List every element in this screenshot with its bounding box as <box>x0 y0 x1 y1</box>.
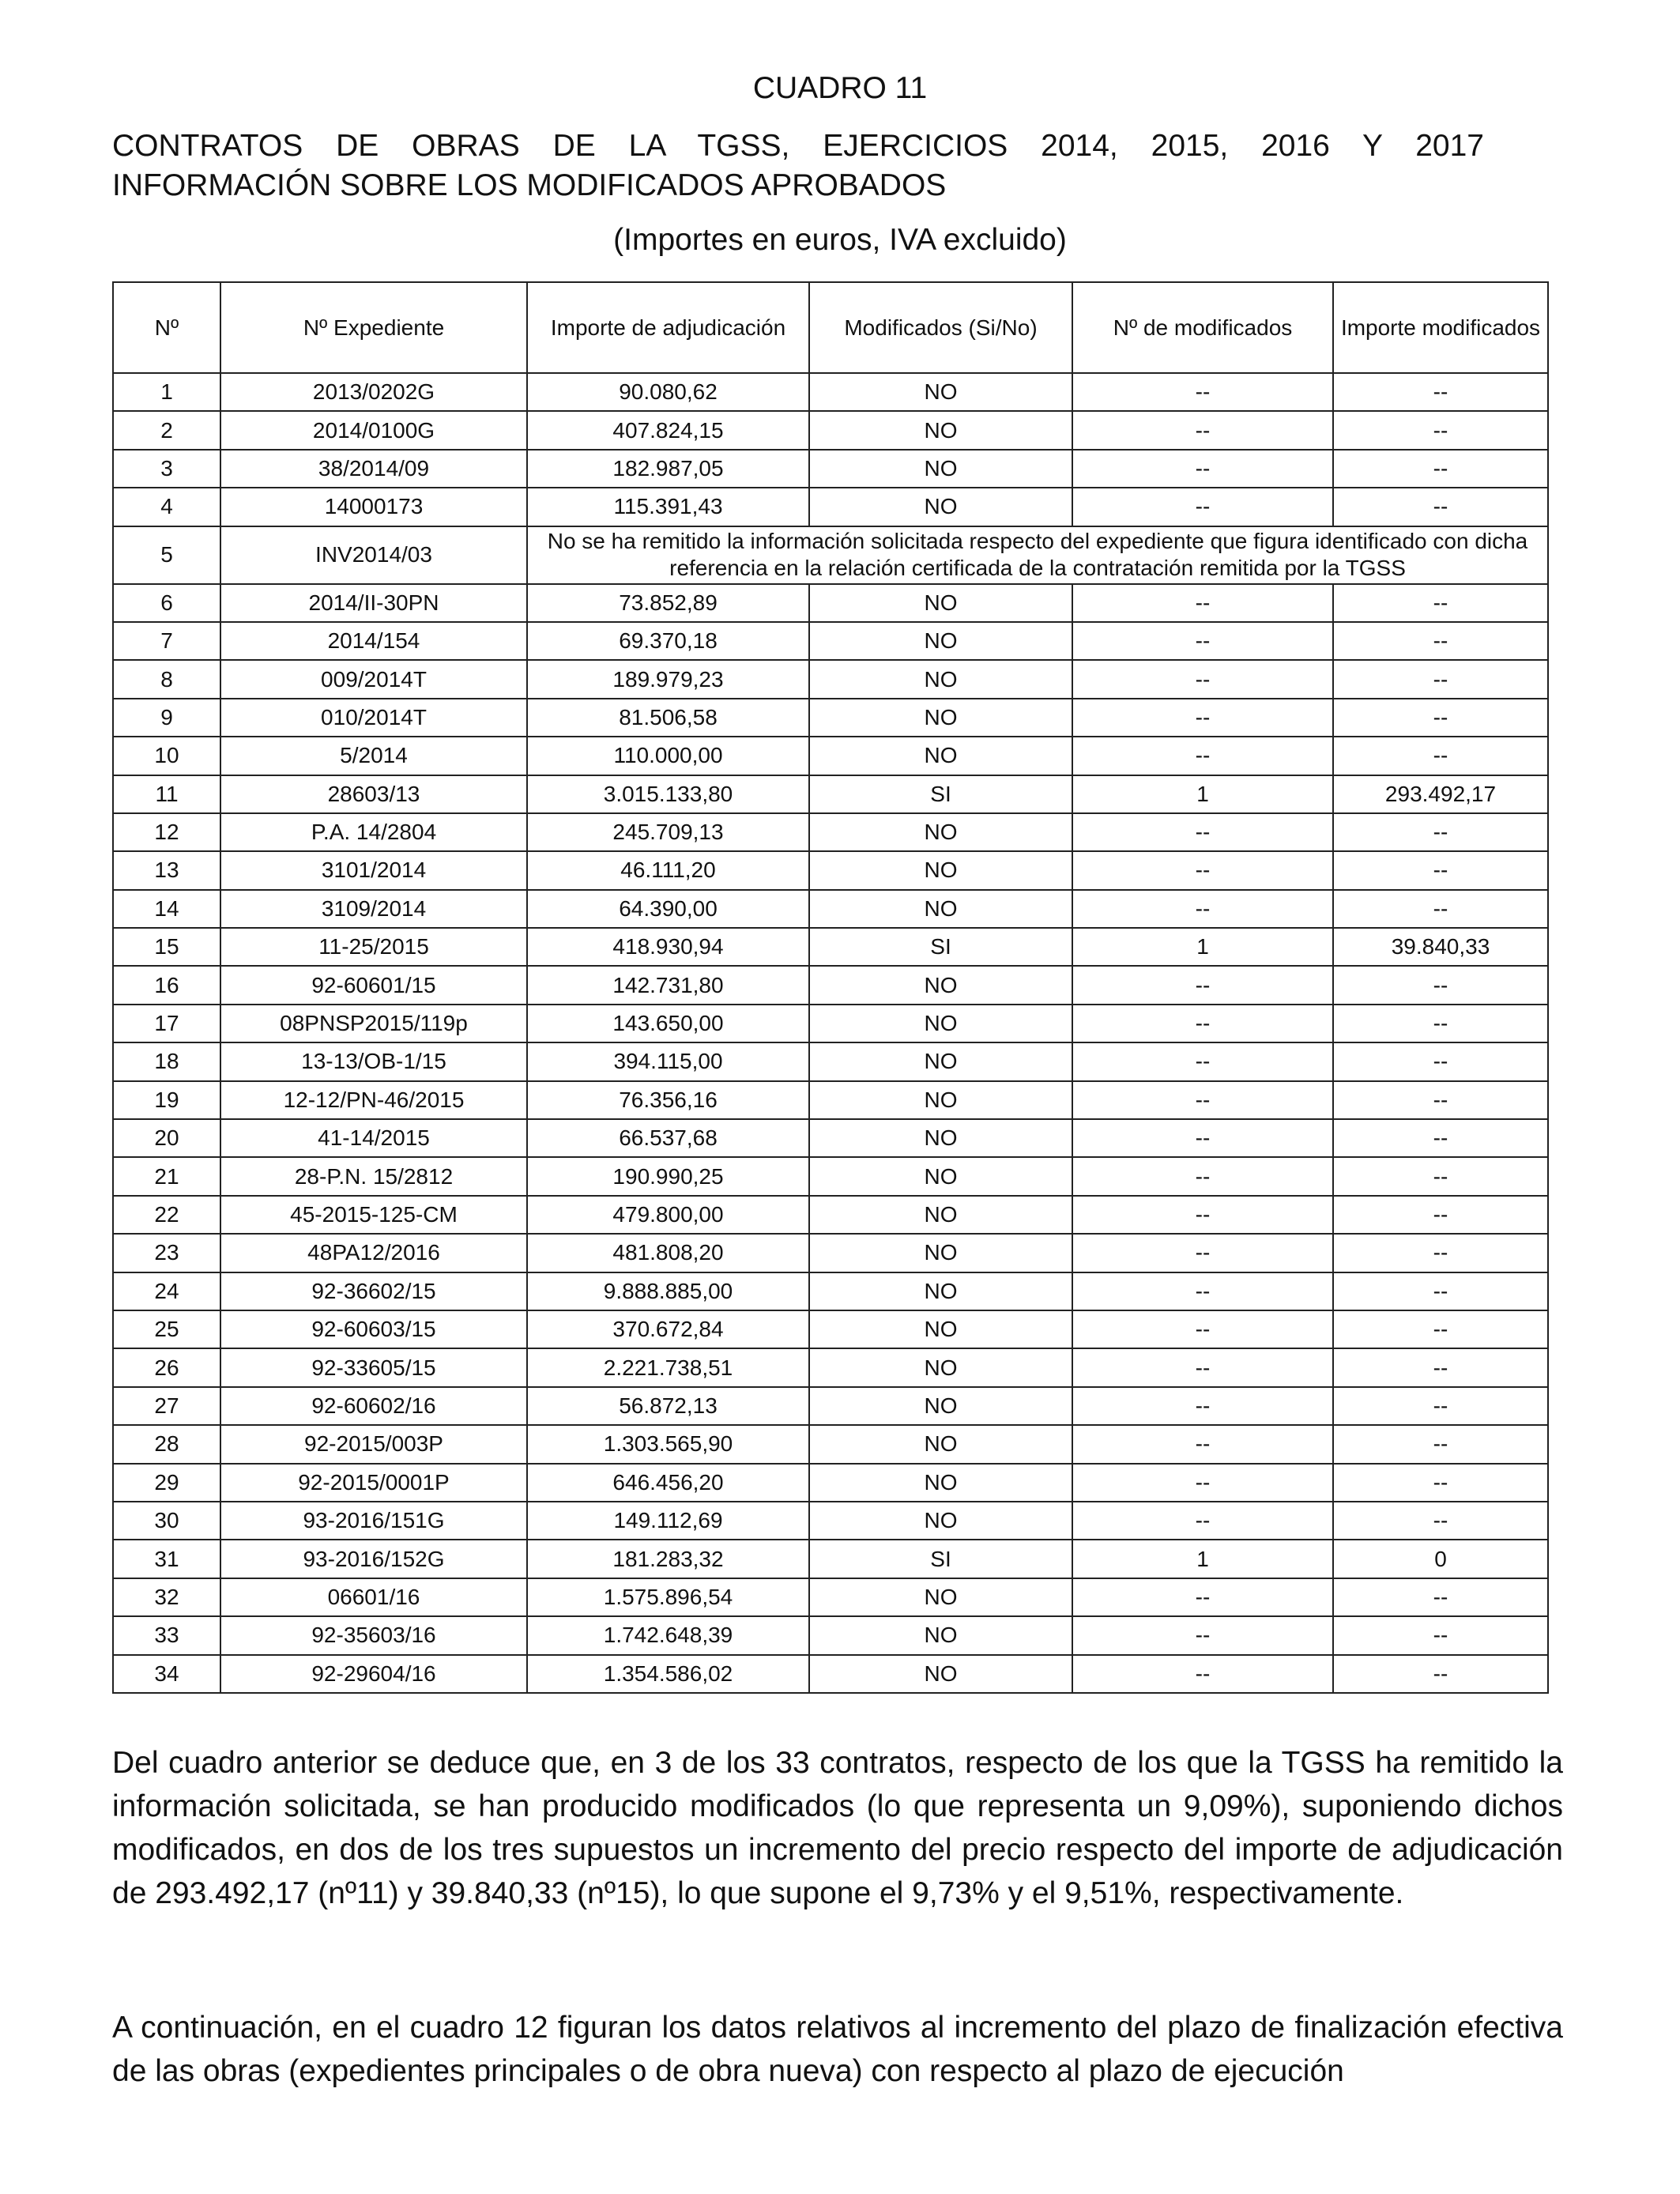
table-cell: 2014/0100G <box>220 411 527 449</box>
table-cell: 15 <box>113 928 220 966</box>
table-cell: 110.000,00 <box>527 737 809 775</box>
table-row <box>113 1464 1548 1502</box>
table-row <box>113 1655 1548 1693</box>
table-cell: -- <box>1333 1655 1548 1693</box>
table-row <box>113 699 1548 737</box>
table-cell: NO <box>809 1005 1072 1042</box>
table-cell: 6 <box>113 584 220 622</box>
table-cell: NO <box>809 1578 1072 1616</box>
table-row <box>113 1272 1548 1310</box>
table-row <box>113 966 1548 1004</box>
table-cell: 48PA12/2016 <box>220 1234 527 1272</box>
table-cell: SI <box>809 1540 1072 1578</box>
table-cell: -- <box>1072 488 1333 526</box>
table-cell: 92-60603/15 <box>220 1310 527 1348</box>
table-cell: -- <box>1333 622 1548 660</box>
table-cell: NO <box>809 1196 1072 1234</box>
contracts-table <box>112 281 1549 1694</box>
table-row <box>113 1119 1548 1157</box>
table-cell: NO <box>809 1119 1072 1157</box>
table-cell: 13-13/OB-1/15 <box>220 1042 527 1080</box>
table-cell: -- <box>1072 1348 1333 1386</box>
table-cell: -- <box>1333 488 1548 526</box>
table-row <box>113 660 1548 698</box>
table-cell: -- <box>1333 1425 1548 1463</box>
table-cell: -- <box>1333 966 1548 1004</box>
table-cell: -- <box>1072 1196 1333 1234</box>
table-cell: NO <box>809 966 1072 1004</box>
table-cell: 7 <box>113 622 220 660</box>
table-row <box>113 1157 1548 1195</box>
table-row <box>113 622 1548 660</box>
table-cell: -- <box>1333 1234 1548 1272</box>
table-row <box>113 813 1548 851</box>
table-cell: NO <box>809 1464 1072 1502</box>
table-cell: 92-60602/16 <box>220 1387 527 1425</box>
table-cell: NO <box>809 660 1072 698</box>
table-cell: NO <box>809 851 1072 889</box>
table-cell: 69.370,18 <box>527 622 809 660</box>
table-row <box>113 373 1548 411</box>
table-cell: -- <box>1072 1234 1333 1272</box>
table-cell: -- <box>1072 813 1333 851</box>
table-cell: -- <box>1072 411 1333 449</box>
table-cell: 394.115,00 <box>527 1042 809 1080</box>
table-cell: 92-36602/15 <box>220 1272 527 1310</box>
table-cell: NO <box>809 622 1072 660</box>
table-cell: 19 <box>113 1081 220 1119</box>
table-cell: -- <box>1333 1196 1548 1234</box>
table-cell: 3101/2014 <box>220 851 527 889</box>
table-cell: SI <box>809 775 1072 813</box>
table-cell: NO <box>809 1310 1072 1348</box>
table-cell: 245.709,13 <box>527 813 809 851</box>
table-cell: 33 <box>113 1616 220 1654</box>
table-cell: -- <box>1333 373 1548 411</box>
table-cell: -- <box>1072 1655 1333 1693</box>
table-cell: 418.930,94 <box>527 928 809 966</box>
table-row <box>113 584 1548 622</box>
table-cell: 143.650,00 <box>527 1005 809 1042</box>
table-row <box>113 411 1548 449</box>
table-cell: NO <box>809 450 1072 488</box>
table-cell: -- <box>1072 1119 1333 1157</box>
table-cell: 10 <box>113 737 220 775</box>
table-row <box>113 1310 1548 1348</box>
table-row <box>113 1081 1548 1119</box>
table-cell: 38/2014/09 <box>220 450 527 488</box>
table-header-row <box>113 282 1548 373</box>
table-row <box>113 890 1548 928</box>
table-cell: 181.283,32 <box>527 1540 809 1578</box>
missing-info-note: No se ha remitido la información solicitada respecto del expediente que figura identificado con dicha referencia en la relación certificada de la contratación remitida por la TGSS <box>527 526 1548 584</box>
column-header: Modificados (Si/No) <box>809 282 1072 373</box>
table-cell: NO <box>809 737 1072 775</box>
table-cell: NO <box>809 1042 1072 1080</box>
table-cell: 1.354.586,02 <box>527 1655 809 1693</box>
table-cell: -- <box>1333 1005 1548 1042</box>
table-cell: 21 <box>113 1157 220 1195</box>
table-cell: 142.731,80 <box>527 966 809 1004</box>
table-cell: -- <box>1072 1157 1333 1195</box>
table-cell: 41-14/2015 <box>220 1119 527 1157</box>
column-header: Nº <box>113 282 220 373</box>
table-row <box>113 488 1548 526</box>
table-cell: NO <box>809 584 1072 622</box>
table-row <box>113 1387 1548 1425</box>
table-cell: 64.390,00 <box>527 890 809 928</box>
table-cell: -- <box>1072 1425 1333 1463</box>
table-cell: 190.990,25 <box>527 1157 809 1195</box>
table-cell: 17 <box>113 1005 220 1042</box>
table-cell: 149.112,69 <box>527 1502 809 1540</box>
table-cell: NO <box>809 488 1072 526</box>
table-cell: 66.537,68 <box>527 1119 809 1157</box>
table-cell: -- <box>1333 1081 1548 1119</box>
table-cell: 92-2015/0001P <box>220 1464 527 1502</box>
table-row <box>113 1616 1548 1654</box>
table-cell: -- <box>1333 1578 1548 1616</box>
table-cell: NO <box>809 1157 1072 1195</box>
table-cell: 92-33605/15 <box>220 1348 527 1386</box>
table-cell: -- <box>1333 584 1548 622</box>
table-cell: -- <box>1333 411 1548 449</box>
table-cell: -- <box>1072 699 1333 737</box>
table-cell: 010/2014T <box>220 699 527 737</box>
table-row <box>113 1578 1548 1616</box>
table-cell: -- <box>1333 1387 1548 1425</box>
table-cell: -- <box>1333 1616 1548 1654</box>
table-cell: P.A. 14/2804 <box>220 813 527 851</box>
table-cell: 2014/II-30PN <box>220 584 527 622</box>
table-row <box>113 450 1548 488</box>
table-cell: 39.840,33 <box>1333 928 1548 966</box>
table-cell: -- <box>1333 699 1548 737</box>
table-cell: 1 <box>1072 775 1333 813</box>
table-cell: 8 <box>113 660 220 698</box>
table-cell: NO <box>809 890 1072 928</box>
column-header: Nº Expediente <box>220 282 527 373</box>
table-cell: -- <box>1072 1081 1333 1119</box>
table-cell: 11 <box>113 775 220 813</box>
table-cell: NO <box>809 1234 1072 1272</box>
table-cell: -- <box>1333 1272 1548 1310</box>
table-cell: 5 <box>113 526 220 584</box>
table-cell: NO <box>809 373 1072 411</box>
table-cell: 23 <box>113 1234 220 1272</box>
table-cell: NO <box>809 813 1072 851</box>
table-cell: 32 <box>113 1578 220 1616</box>
table-cell: 30 <box>113 1502 220 1540</box>
table-cell: -- <box>1072 737 1333 775</box>
table-cell: -- <box>1333 1348 1548 1386</box>
table-cell: 34 <box>113 1655 220 1693</box>
table-cell: -- <box>1072 1616 1333 1654</box>
table-cell: 46.111,20 <box>527 851 809 889</box>
table-cell: 1.303.565,90 <box>527 1425 809 1463</box>
table-cell: -- <box>1333 890 1548 928</box>
table-cell: -- <box>1072 622 1333 660</box>
table-cell: NO <box>809 411 1072 449</box>
table-cell: -- <box>1072 1310 1333 1348</box>
table-cell: 56.872,13 <box>527 1387 809 1425</box>
table-cell: 115.391,43 <box>527 488 809 526</box>
table-cell: 1.575.896,54 <box>527 1578 809 1616</box>
table-row <box>113 526 1548 584</box>
table-cell: -- <box>1072 660 1333 698</box>
table-cell: NO <box>809 1425 1072 1463</box>
table-cell: -- <box>1072 450 1333 488</box>
units-note: (Importes en euros, IVA excluido) <box>613 223 1067 257</box>
table-cell: 06601/16 <box>220 1578 527 1616</box>
table-cell: -- <box>1333 1502 1548 1540</box>
column-header: Importe modificados <box>1333 282 1548 373</box>
table-cell: -- <box>1333 1119 1548 1157</box>
table-cell: 293.492,17 <box>1333 775 1548 813</box>
table-cell: NO <box>809 1348 1072 1386</box>
table-cell: 28 <box>113 1425 220 1463</box>
table-cell: 12 <box>113 813 220 851</box>
table-row <box>113 1348 1548 1386</box>
table-cell: 0 <box>1333 1540 1548 1578</box>
table-number-heading: CUADRO 11 <box>752 71 928 105</box>
table-row <box>113 928 1548 966</box>
table-cell: 3109/2014 <box>220 890 527 928</box>
table-row <box>113 1042 1548 1080</box>
table-cell: 1 <box>1072 1540 1333 1578</box>
table-cell: 2014/154 <box>220 622 527 660</box>
table-cell: 93-2016/152G <box>220 1540 527 1578</box>
table-cell: 18 <box>113 1042 220 1080</box>
table-cell: -- <box>1333 851 1548 889</box>
table-cell: 81.506,58 <box>527 699 809 737</box>
table-cell: 20 <box>113 1119 220 1157</box>
table-cell: -- <box>1072 890 1333 928</box>
column-header: Nº de modificados <box>1072 282 1333 373</box>
table-cell: NO <box>809 1502 1072 1540</box>
table-cell: 9 <box>113 699 220 737</box>
table-cell: 481.808,20 <box>527 1234 809 1272</box>
table-cell: 3.015.133,80 <box>527 775 809 813</box>
table-cell: 2.221.738,51 <box>527 1348 809 1386</box>
table-cell: 009/2014T <box>220 660 527 698</box>
table-cell: 92-35603/16 <box>220 1616 527 1654</box>
table-cell: -- <box>1072 1387 1333 1425</box>
table-cell: 11-25/2015 <box>220 928 527 966</box>
title-line-1: CONTRATOS DE OBRAS DE LA TGSS, EJERCICIOS 2014, 2015, 2016 Y 2017 <box>112 129 1484 163</box>
table-row <box>113 1425 1548 1463</box>
table-cell: -- <box>1072 373 1333 411</box>
table-cell: 1 <box>113 373 220 411</box>
table-row <box>113 775 1548 813</box>
table-title <box>112 126 1484 205</box>
table-cell: 646.456,20 <box>527 1464 809 1502</box>
table-cell: 28603/13 <box>220 775 527 813</box>
title-line-2: INFORMACIÓN SOBRE LOS MODIFICADOS APROBADOS <box>112 168 947 202</box>
table-cell: 25 <box>113 1310 220 1348</box>
table-cell: 9.888.885,00 <box>527 1272 809 1310</box>
table-cell: -- <box>1333 450 1548 488</box>
table-cell: 1.742.648,39 <box>527 1616 809 1654</box>
table-row <box>113 1502 1548 1540</box>
table-row <box>113 851 1548 889</box>
table-cell: 4 <box>113 488 220 526</box>
table-cell: 92-60601/15 <box>220 966 527 1004</box>
table-cell: 29 <box>113 1464 220 1502</box>
table-row <box>113 1540 1548 1578</box>
table-cell: -- <box>1072 851 1333 889</box>
table-cell: 407.824,15 <box>527 411 809 449</box>
table-cell: NO <box>809 1387 1072 1425</box>
table-cell: -- <box>1333 813 1548 851</box>
table-cell: 93-2016/151G <box>220 1502 527 1540</box>
column-header: Importe de adjudicación <box>527 282 809 373</box>
table-cell: -- <box>1072 1464 1333 1502</box>
paragraph-continuation: A continuación, en el cuadro 12 figuran los datos relativos al incremento del plazo de finalización efectiva de las obras (expedientes principales o de obra nueva) con respecto al plazo de ejecución <box>112 2011 1563 2088</box>
table-cell: SI <box>809 928 1072 966</box>
table-cell: -- <box>1333 1464 1548 1502</box>
table-cell: 08PNSP2015/119p <box>220 1005 527 1042</box>
table-cell: 3 <box>113 450 220 488</box>
table-cell: -- <box>1072 966 1333 1004</box>
table-row <box>113 1196 1548 1234</box>
table-row <box>113 737 1548 775</box>
table-cell: 22 <box>113 1196 220 1234</box>
table-cell: -- <box>1072 1272 1333 1310</box>
table-cell: -- <box>1333 660 1548 698</box>
table-cell: 189.979,23 <box>527 660 809 698</box>
table-cell: NO <box>809 1616 1072 1654</box>
table-cell: -- <box>1072 1005 1333 1042</box>
table-cell: 1 <box>1072 928 1333 966</box>
table-cell: INV2014/03 <box>220 526 527 584</box>
table-cell: -- <box>1333 737 1548 775</box>
table-cell: 370.672,84 <box>527 1310 809 1348</box>
table-cell: 31 <box>113 1540 220 1578</box>
table-cell: 76.356,16 <box>527 1081 809 1119</box>
table-cell: 2013/0202G <box>220 373 527 411</box>
table-cell: 73.852,89 <box>527 584 809 622</box>
table-cell: 45-2015-125-CM <box>220 1196 527 1234</box>
table-cell: -- <box>1072 1502 1333 1540</box>
table-cell: 14000173 <box>220 488 527 526</box>
table-cell: 26 <box>113 1348 220 1386</box>
table-row <box>113 1005 1548 1042</box>
table-cell: NO <box>809 1272 1072 1310</box>
table-cell: 5/2014 <box>220 737 527 775</box>
table-cell: 182.987,05 <box>527 450 809 488</box>
table-cell: 92-2015/003P <box>220 1425 527 1463</box>
table-cell: -- <box>1072 584 1333 622</box>
table-cell: -- <box>1333 1042 1548 1080</box>
table-cell: NO <box>809 1081 1072 1119</box>
table-cell: 90.080,62 <box>527 373 809 411</box>
table-cell: 27 <box>113 1387 220 1425</box>
table-cell: 479.800,00 <box>527 1196 809 1234</box>
table-cell: NO <box>809 699 1072 737</box>
table-cell: NO <box>809 1655 1072 1693</box>
table-cell: -- <box>1333 1157 1548 1195</box>
table-cell: 92-29604/16 <box>220 1655 527 1693</box>
table-cell: -- <box>1072 1042 1333 1080</box>
table-cell: 16 <box>113 966 220 1004</box>
table-cell: 12-12/PN-46/2015 <box>220 1081 527 1119</box>
table-row <box>113 1234 1548 1272</box>
table-cell: 2 <box>113 411 220 449</box>
table-cell: 28-P.N. 15/2812 <box>220 1157 527 1195</box>
table-cell: -- <box>1333 1310 1548 1348</box>
table-cell: 13 <box>113 851 220 889</box>
table-cell: -- <box>1072 1578 1333 1616</box>
paragraph-summary: Del cuadro anterior se deduce que, en 3 de los 33 contratos, respecto de los que la TGSS ha remitido la información solicitada, se han producido modificados (lo que representa un 9,09%), suponiendo dichos modificados, en dos de los tres supuestos un incremento del precio respecto del importe de adjudicación de 293.492,17 (nº11) y 39.840,33 (nº15), lo que supone el 9,73% y el 9,51%, respectivamente. <box>112 1746 1563 1910</box>
table-cell: 14 <box>113 890 220 928</box>
table-cell: 24 <box>113 1272 220 1310</box>
